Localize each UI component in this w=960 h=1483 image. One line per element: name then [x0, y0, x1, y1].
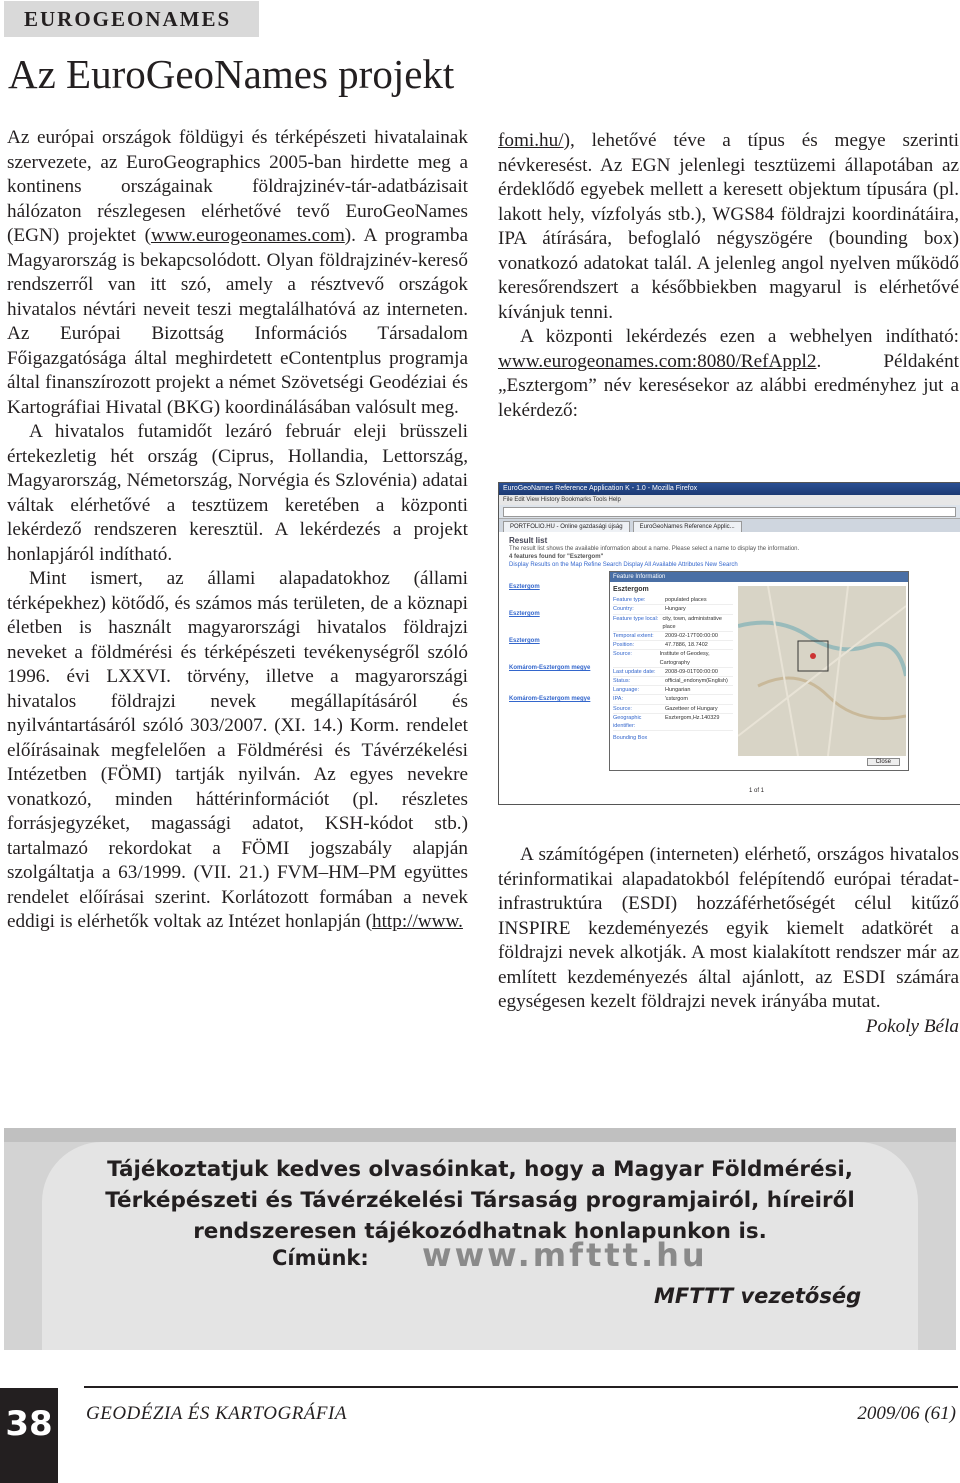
menu-bar: File Edit View History Bookmarks Tools Help — [499, 495, 960, 505]
notice-text: Tájékoztatjuk kedves olvasóinkat, hogy a Magyar Földmérési, Térképészeti és Távérzékelési Társaság programjairól, híreiről rendszeresen tájékozódhatnak honlapunkon is. — [105, 1157, 855, 1244]
journal-title: GEODÉZIA ÉS KARTOGRÁFIA — [86, 1403, 347, 1424]
feature-popup — [609, 571, 909, 771]
pager: 1 of 1 — [749, 788, 765, 794]
page-number: 38 — [0, 1388, 58, 1483]
window-title: EuroGeoNames Reference Application K - 1.0 - Mozilla Firefox — [499, 483, 960, 495]
tab-portfolio: PORTFOLIO.HU - Online gazdasági újság — [503, 521, 630, 532]
website-url[interactable]: www.mfttt.hu — [422, 1236, 708, 1274]
paragraph-5: A központi lekérdezés ezen a webhelyen indítható: www.eurogeonames.com:8080/RefAppl2. Példaként „Esztergom” név keresésekor az alábbi eredményhez jut a lekérdező: — [498, 326, 959, 421]
section-tag: EUROGEONAMES — [4, 1, 259, 37]
popup-title: Feature Information — [610, 572, 908, 582]
result-list: Esztergom Esztergom Esztergom Komárom-Esztergom megye Komárom-Esztergom megye — [509, 584, 591, 702]
browser-screenshot — [498, 482, 960, 805]
result-heading: Result list — [509, 536, 548, 545]
found-count: 4 features found for "Esztergom" — [509, 554, 604, 560]
footer-rule — [84, 1386, 958, 1388]
feature-attributes: Esztergom Feature type: populated places Country: Hungary Feature type local: city, town, administrative place Temporal extent: 2009-02-17T00:00:00 Position: 47.7886, 18.7402 Source: Institute of Geodesy, Cartography Last update date: 2008-09-01T00:00:00 Status: official_endonym(English) Language: Hungarian IPA: 'ɛstɛrgom Source: Gazetteer of Hungary Geographic identifier: Esztergom,Hz.140329 Bounding Box — [613, 586, 733, 742]
result-sub: The result list shows the available information about a name. Please select a name to display the information. — [509, 546, 800, 552]
refappl-link[interactable]: www.eurogeonames.com:8080/RefAppl2 — [498, 350, 817, 372]
right-column-top — [498, 129, 959, 423]
notice-box — [4, 1128, 956, 1350]
paragraph-1: Az európai országok földügyi és térképészeti hivatalainak szervezete, az EuroGeographics 2005-ban hirdette meg a kontinens országainak földrajzinév-tár-adatbázisait hálózaton részlegesen elérhetővé tevő EuroGeoNames (EGN) projektet (www.eurogeonames.com). A programba Magyarország is bekapcsolódott. Olyan földrajzinév-kereső rendszerről van itt szó, amely a résztvevő országok hivatalos névtári neveit teszi megtalálhatóvá az interneten. Az Európai Bizottság Információs Társadalom Főigazgatósága által meghirdetett eContentplus programja által finanszírozott projekt a német Szövetségi Geodéziai és Kartográfiai Hivatal (BKG) koordinálásában valósult meg. — [7, 127, 468, 418]
map-view — [738, 586, 906, 756]
tab-egn: EuroGeoNames Reference Applic... — [633, 521, 742, 532]
egn-link[interactable]: www.eurogeonames.com — [150, 225, 345, 246]
notice-signature: MFTTT vezetőség — [654, 1284, 862, 1308]
author-signature: Pokoly Béla — [865, 1015, 959, 1037]
issue-number: 2009/06 (61) — [857, 1403, 956, 1424]
address-label: Címünk: — [272, 1246, 369, 1270]
paragraph-3: Mint ismert, az állami alapadatokhoz (állami térképekhez) kötődő, és számos más területen, de a köznapi életben is használt magyarországi hivatalos földrajzi neveket a földmérési és térképészeti tevékenységről szóló 1996. évi LXXVI. törvény, illetve a magyarországi hivatalos földrajzi nevek megállapításáról és nyilvántartásáról szóló 303/2007. (XI. 14.) Korm. rendelet előírásainak megfelelően a Földmérési és Távérzékelési Intézetben (FÖMI) tartják nyilván. Az egyes nevekre vonatkozó, minden háttérinformációt (pl. részletes forrásjegyzéket, magassági adatot, KSH-kódot stb.) tartalmazó rekordokat a FÖMI jogszabály alapján szolgáltatja a 63/1999. (VII. 21.) FVM–HM–PM együttes rendelet előírásai szerint. Korlátozott formában a nevek eddigi is elérhetők voltak az Intézet honlapján (http://www. — [7, 568, 468, 932]
fomi-link-cont[interactable]: fomi.hu/ — [498, 130, 564, 151]
tab-strip — [499, 519, 960, 532]
close-button[interactable]: Close — [867, 758, 900, 766]
result-links: Display Results on the Map Refine Search Display All Available Attributes New Search — [509, 562, 738, 568]
paragraph-2: A hivatalos futamidőt lezáró február eleji brüsszeli értekezletig hét ország (Ciprus, Hollandia, Lettország, Magyarország, Németország, Norvégia és Szlovénia) adatai váltak elérhetővé a tesztüzem keretében a központi lekérdező rendszeren keresztül. A lekérdezés a projekt honlapjáról indítható. — [7, 421, 468, 565]
right-column-bottom — [498, 843, 959, 1039]
paragraph-4: fomi.hu/), lehetővé téve a típus és megye szerinti névkeresést. Az EGN jelenlegi tesztüzemi állapotában az érdeklődő egyebek mellett a keresett objektum típusára (pl. lakott hely, vízfolyás stb.), WGS84 földrajzi koordinátáira, IPA átírására, befoglaló négyszögére (bounding box) vonatkozó adatokat talál. A jelenleg angol nyelven működő keresőrendszert a későbbiekben magyarul is elérhetővé kívánjuk tenni. — [498, 130, 959, 323]
page-title: Az EuroGeoNames projekt — [8, 51, 455, 97]
left-column — [7, 126, 468, 935]
fomi-link[interactable]: http://www. — [371, 911, 463, 932]
paragraph-6: A számítógépen (interneten) elérhető, országos hivatalos térinformatikai alapadatokból felépítendő európai téradat-infrastruktúra (ESDI) hozzáférhetőségét célul kitűző INSPIRE kezdeményezés egyik kiemelt adatkörét a földrajzi nevek alkotják. A most kialakított rendszer már az említett kezdeményezés által ajánlott, az ESDI számára egységesen kezelt földrajzi nevek irányába mutat. — [498, 844, 959, 1012]
address-bar — [499, 505, 960, 519]
